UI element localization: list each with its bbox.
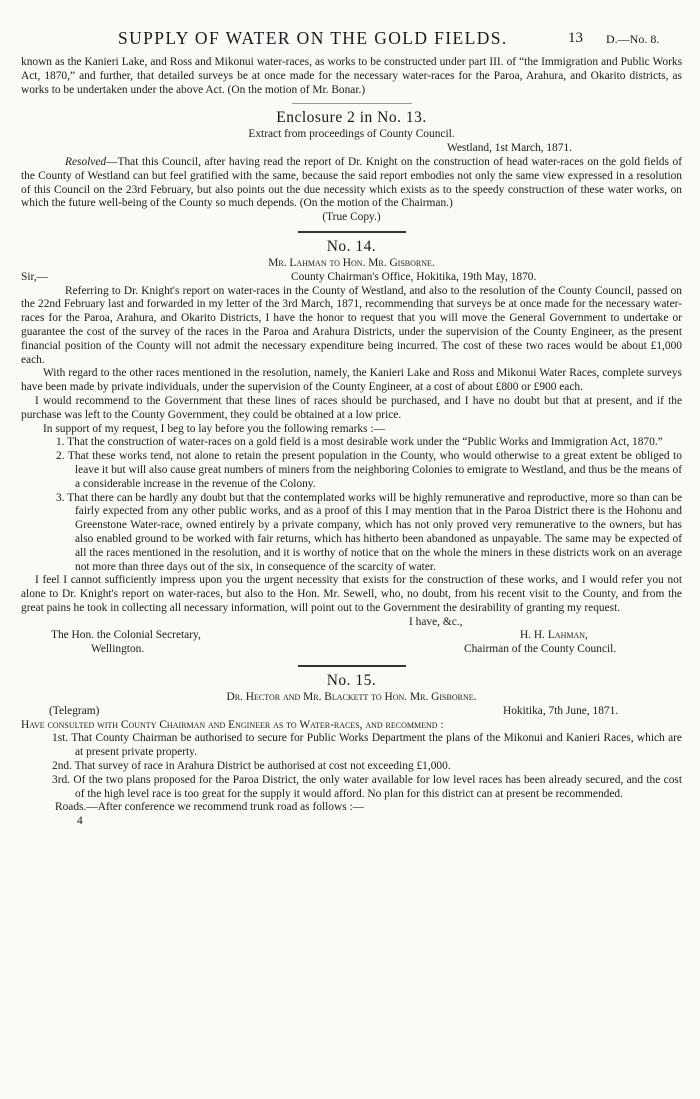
remark-item-2: 2. That these works tend, not alone to retain the present population in the County, who would otherwise to a great extent be obliged to leave it but will also cause great numbers of miners from the neighboring Colonies to emigrate to Westland, and thus be the means of a considerable increase in the revenue of the Colony.: [56, 450, 682, 490]
letter-15-from-to: Dr. Hector and Mr. Blackett to Hon. Mr. Gisborne.: [226, 691, 477, 704]
letter-15-dateline: Hokitika, 7th June, 1871.: [503, 704, 619, 717]
letter-14-signature-line: [21, 629, 682, 643]
document-body: [21, 56, 682, 829]
letter-14-paragraph-5: I feel I cannot sufficiently impress upon you the urgent necessity that exists for the construction of these works, and I would refer you not alone to Dr. Knight's report on water-races, but also to the Hon. Mr. Sewell, who, no doubt, from his recent visit to the County, and from the great pains he took in collecting all necessary information, will point out to the Government the desirability of granting my request.: [21, 574, 682, 614]
roads-paragraph: Roads.—After conference we recommend trunk road as follows :—: [55, 801, 365, 814]
letter-15-heading: No. 15.: [326, 672, 377, 690]
section-divider: [298, 231, 406, 233]
remark-item-3: 3. That there can be hardly any doubt but that the contemplated works will be highly remunerative and reproductive, more so than can be fairly expected from any other public works, and as a proof of this I may mention that in the Paroa District there is the Hohonu and Greenstone Water-race, owned entirely by a private company, which has not only proved very remunerative to the owners, but has also enabled ground to be worked with fair returns, which has hitherto been abandoned as unpayable. The same may be expected of all the races mentioned in the resolution, and it is worthy of notice that on the whole the miners in these districts work on an average not more than three days out of the six, in consequence of the scarcity of water.: [56, 491, 682, 573]
recommendation-item-2: 2nd. That survey of race in Arahura District be authorised at cost not exceeding £1,000.: [52, 760, 451, 773]
enclosure-subheading: Extract from proceedings of County Council.: [248, 128, 455, 141]
recommendation-item-3: 3rd. Of the two plans proposed for the Paroa District, the only water available for low level races has been already secured, and the cost of the high level race is too great for the supply it would afford. No plan for this district can at present be recommended.: [52, 773, 682, 800]
letter-15-opening: Have consulted with County Chairman and Engineer as to Water-races, and recommend :: [21, 718, 444, 731]
remark-item-1: 1. That the construction of water-races on a gold field is a most desirable work under the “Public Works and Immigration Act, 1870.”: [56, 436, 663, 449]
resolution-text: —That this Council, after having read the report of Dr. Knight on the construction of head water-races on the gold fields of the County of Westland can but feel gratified with the same, because the said report embodies not only the same view expressed in a resolution of this Council on the 23rd February, but also points out the due necessity which exists as to the speedy construction of these water works, on which the future well-being of the County so much depends. (On the motion of the Chairman.): [21, 155, 682, 210]
divider: [292, 103, 412, 104]
addressee-location: Wellington.: [91, 643, 145, 656]
letter-14-closing: I have, &c.,: [409, 615, 463, 628]
letter-14-paragraph-2: With regard to the other races mentioned in the resolution, namely, the Kanieri Lake and Ross and Mikonui Water Races, complete surveys have been made by private individuals, under the supervision of the County Engineer, at a cost of about £800 or £900 each.: [21, 367, 682, 394]
enclosure-heading: Enclosure 2 in No. 13.: [276, 109, 427, 127]
letter-14-salutation: Sir,—: [21, 270, 49, 283]
footer-mark: 4: [77, 815, 83, 828]
letter-14-paragraph-3: I would recommend to the Government that these lines of races should be purchased, and I have no doubt but that at present, and if the purchase was left to the County Government, they could be obtained at a low price.: [21, 394, 682, 421]
resolution-paragraph: [21, 156, 682, 211]
document-reference: D.—No. 8.: [606, 32, 660, 46]
letter-14-from-to: Mr. Lahman to Hon. Mr. Gisborne.: [268, 256, 435, 269]
addressee: The Hon. the Colonial Secretary,: [51, 629, 201, 642]
signatory-name: H. H. Lahman,: [520, 629, 588, 642]
page-header: [0, 28, 700, 50]
letter-14-dateline: County Chairman's Office, Hokitika, 19th May, 1870.: [291, 270, 537, 283]
resolved-label: Resolved: [65, 155, 107, 168]
running-title: SUPPLY OF WATER ON THE GOLD FIELDS.: [118, 28, 508, 48]
letter-14-paragraph-1: Referring to Dr. Knight's report on water-races in the County of Westland, and also to the resolution of the County Council, passed on the 22nd February last and forwarded in my letter of the 3rd March, 1871, recommending that surveys be at once made for the necessary water-races for the Paroa, Arahura, and Okarito Districts, I have the honor to request that you will move the General Government to undertake or guarantee the cost of the survey of the races in the Paroa and Arahura Districts, under the supervision of the County Engineer, as the present financial position of the County will not admit the necessary expenditure being incurred. The cost of these two races would be about £1,000 each.: [21, 284, 682, 366]
enclosure-dateline: Westland, 1st March, 1871.: [447, 142, 572, 155]
letter-14-title-line: [21, 643, 682, 657]
letter-15-telegram-line: [21, 705, 682, 719]
letter-14-heading: No. 14.: [326, 237, 377, 255]
letter-14-salutation-line: [21, 271, 682, 285]
true-copy: (True Copy.): [322, 211, 381, 224]
recommendation-item-1: 1st. That County Chairman be authorised to secure for Public Works Department the plans of the Mikonui and Kanieri Races, which are at present private property.: [52, 732, 682, 759]
signatory-title: Chairman of the County Council.: [464, 643, 617, 656]
telegram-label: (Telegram): [49, 704, 100, 717]
section-divider: [298, 665, 406, 667]
page-number: 13: [568, 30, 583, 46]
intro-paragraph: known as the Kanieri Lake, and Ross and Mikonui water-races, as works to be constructed under part III. of “the Immigration and Public Works Act, 1870,” and further, that detailed surveys be at once made for the necessary water-races for the Paroa, Arahura, and Okarito districts, as works to be undertaken under the above Act. (On the motion of Mr. Bonar.): [21, 56, 682, 96]
letter-14-paragraph-4: In support of my request, I beg to lay before you the following remarks :—: [43, 422, 385, 435]
